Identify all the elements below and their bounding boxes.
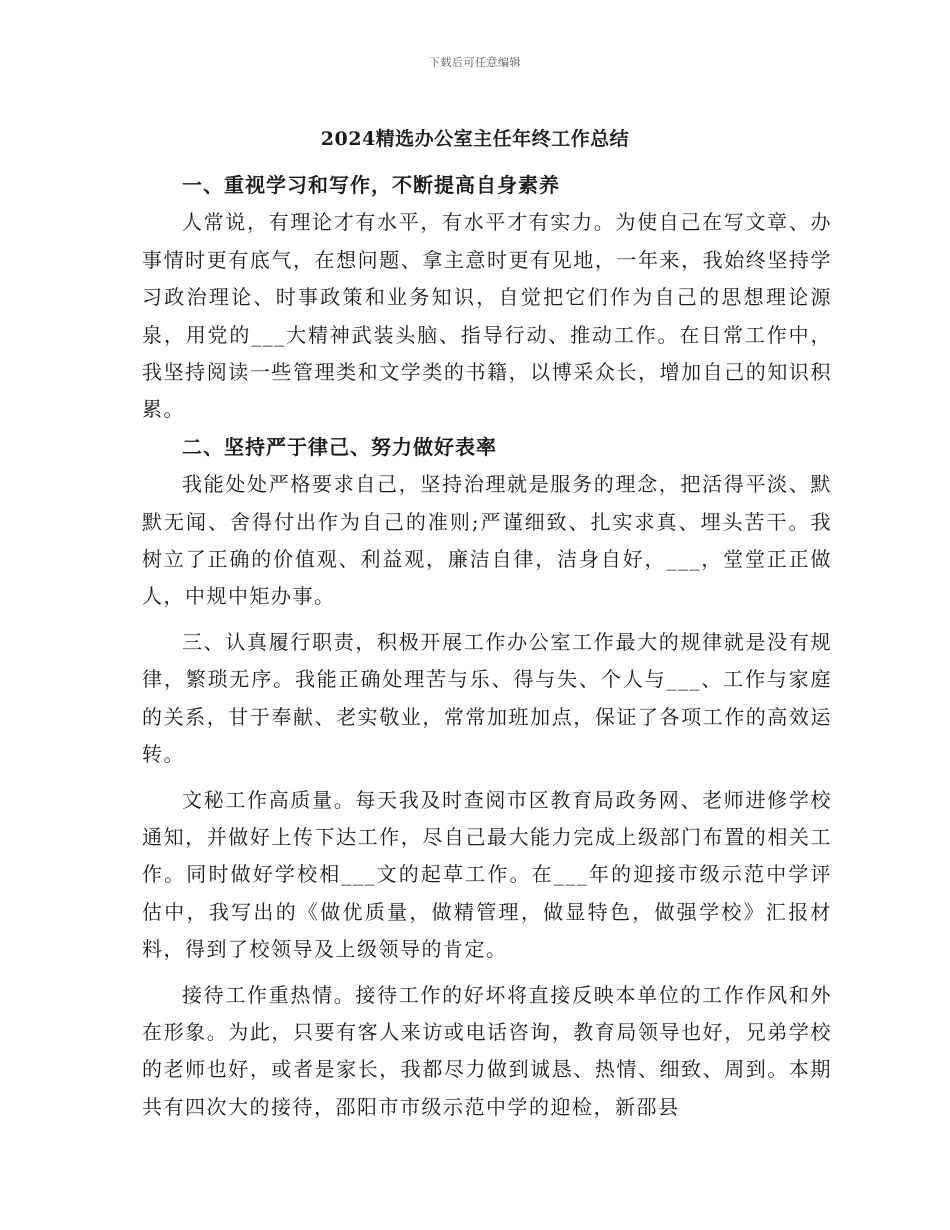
paragraph: 人常说，有理论才有水平，有水平才有实力。为使自己在写文章、办事情时更有底气，在想问题、拿主意时更有见地，一年来，我始终坚持学习政治理论、时事政策和业务知识，自觉把它们作为自己的思想理论源泉，用党的___大精神武装头脑、指导行动、推动工作。在日常工作中，我坚持阅读一些管理类和文学类的书籍，以博采众长，增加自己的知识积累。 (142, 210, 832, 422)
document-title: 2024精选办公室主任年终工作总结 (320, 128, 630, 150)
section-heading-1: 一、重视学习和写作，不断提高自身素养 (182, 173, 560, 197)
section-heading-2: 二、坚持严于律己、努力做好表率 (182, 434, 497, 459)
paragraph: 三、认真履行职责，积极开展工作办公室工作最大的规律就是没有规律，繁琐无序。我能正确处理苦与乐、得与失、个人与___、工作与家庭的关系，甘于奉献、老实敬业，常常加班加点，保证了各项工作的高效运转。 (142, 629, 832, 767)
paragraph: 我能处处严格要求自己，坚持治理就是服务的理念，把活得平淡、默默无闻、舍得付出作为自己的准则;严谨细致、扎实求真、埋头苦干。我树立了正确的价值观、利益观，廉洁自律，洁身自好，___，堂堂正正做人，中规中矩办事。 (142, 472, 832, 609)
paragraph: 接待工作重热情。接待工作的好坏将直接反映本单位的工作作风和外在形象。为此，只要有客人来访或电话咨询，教育局领导也好，兄弟学校的老师也好，或者是家长，我都尽力做到诚恳、热情、细致、周到。本期共有四次大的接待，邵阳市市级示范中学的迎检，新邵县 (142, 982, 832, 1119)
document-body (142, 167, 832, 1126)
paragraph: 文秘工作高质量。每天我及时查阅市区教育局政务网、老师进修学校通知，并做好上传下达工作，尽自己最大能力完成上级部门布置的相关工作。同时做好学校相___文的起草工作。在___年的迎接市级示范中学评估中，我写出的《做优质量，做精管理，做显特色，做强学校》汇报材料，得到了校领导及上级领导的肯定。 (142, 787, 832, 962)
header-note: 下载后可任意编辑 (429, 56, 521, 69)
